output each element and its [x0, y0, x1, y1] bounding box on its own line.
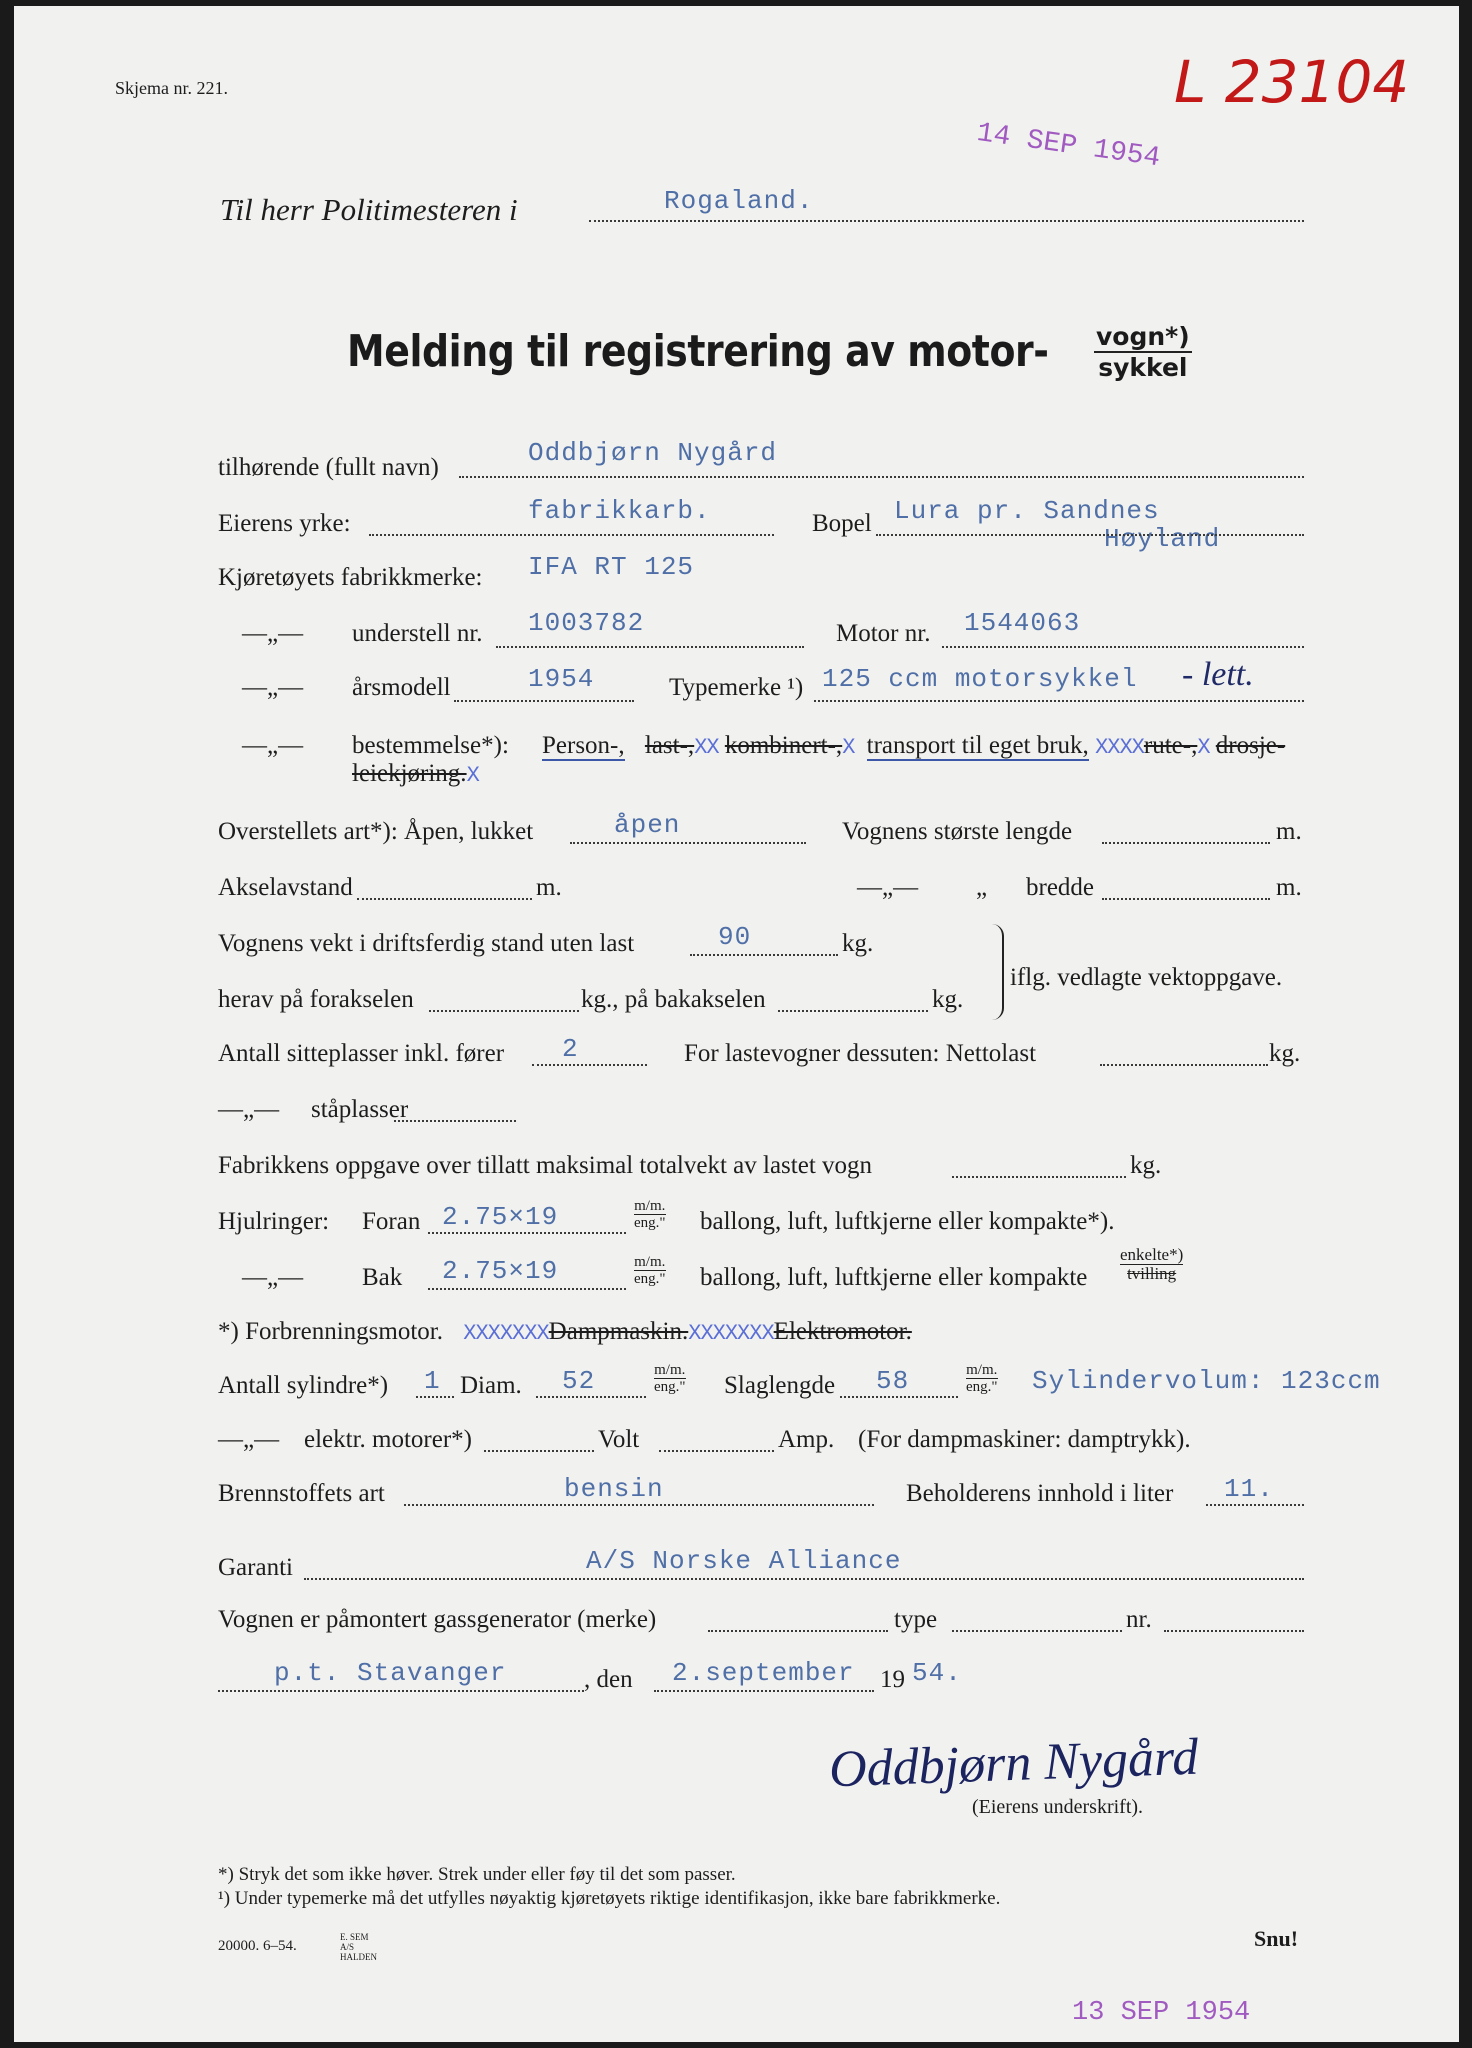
engine-electric: Elektromotor. [773, 1318, 912, 1345]
purpose-options-2: leiekjøring.X [352, 760, 479, 788]
weight-unit: kg. [842, 930, 874, 957]
type-label: Typemerke ¹) [669, 674, 804, 701]
ditto-mark: —„— [242, 1264, 304, 1291]
rear-axle-unit: kg. [932, 986, 964, 1013]
tank-label: Beholderens innhold i liter [906, 1480, 1174, 1507]
tyres-front-label: Foran [362, 1208, 421, 1235]
addressee-label: Til herr Politimesteren i [220, 192, 518, 227]
received-date-stamp: 14 SEP 1954 [974, 118, 1163, 175]
engine-steam: Dampmaskin. [548, 1318, 689, 1345]
year-label: årsmodell [352, 674, 451, 701]
weight-label: Vognens vekt i driftsferdig stand uten last [218, 930, 635, 957]
signature-caption: (Eierens underskrift). [972, 1796, 1144, 1818]
length-unit: m. [1276, 818, 1302, 845]
electric-label: elektr. motorer*) [304, 1426, 472, 1453]
fuel-label: Brennstoffets art [218, 1480, 385, 1507]
cylinders-line [416, 1396, 454, 1398]
rear-axle-line [778, 1010, 928, 1012]
date-value: 2.september [672, 1658, 855, 1688]
purpose-last: last-, [644, 732, 695, 759]
title-fraction [1094, 322, 1192, 382]
unit-mm: m/m. [634, 1254, 666, 1270]
footnote-star: *) Stryk det som ikke høver. Strek under eller føy til det som passer. [218, 1864, 736, 1885]
diam-line [536, 1396, 646, 1398]
date-line [654, 1690, 874, 1692]
seats-label: Antall sitteplasser inkl. fører [218, 1040, 505, 1067]
wheelbase-label: Akselavstand [218, 874, 353, 901]
gas-type-line [952, 1630, 1122, 1632]
length-line [1102, 842, 1270, 844]
weight-line [690, 954, 838, 956]
occupation-line [369, 534, 774, 536]
ditto-mark: —„— [218, 1426, 280, 1453]
seats-value: 2 [562, 1034, 579, 1064]
chassis-value: 1003782 [528, 608, 645, 638]
standing-line [394, 1120, 516, 1122]
registration-form-page [14, 6, 1459, 2042]
year-value: 1954 [528, 664, 595, 694]
front-axle-label: herav på forakselen [218, 986, 414, 1013]
max-weight-unit: kg. [1130, 1152, 1162, 1179]
cylinders-value: 1 [424, 1366, 441, 1396]
ditto-mark: —„— [218, 1096, 280, 1123]
tyres-rear-unit [634, 1254, 666, 1287]
tyres-rear-types: ballong, luft, luftkjerne eller kompakte [700, 1264, 1088, 1291]
footnote-one: ¹) Under typemerke må det utfylles nøyaktig kjøretøyets riktige identifikasjon, ikke bare fabrikkmerke. [218, 1888, 1001, 1909]
tyre-single: enkelte*) [1120, 1245, 1184, 1264]
printer-mark: E. SEM A/S HALDEN [340, 1932, 377, 1962]
guarantee-label: Garanti [218, 1554, 293, 1581]
print-info: 20000. 6–54. [218, 1938, 297, 1954]
unit-eng: eng." [966, 1379, 998, 1395]
gas-nr-line [1164, 1630, 1304, 1632]
guarantee-line [304, 1578, 1304, 1580]
year-line [454, 700, 634, 702]
body-line [570, 842, 806, 844]
unit-eng: eng." [654, 1379, 686, 1395]
residence-line [876, 534, 1304, 536]
residence-value-2: Høyland [1104, 524, 1221, 554]
max-weight-label: Fabrikkens oppgave over tillatt maksimal totalvekt av lastet vogn [218, 1152, 873, 1179]
net-load-line [1100, 1064, 1268, 1066]
purpose-options: Person-, last-,XX kombinert-,X transport til eget bruk, XXXXrute-,X drosje- [542, 732, 1286, 760]
reference-number: L 23104 [1174, 48, 1410, 116]
title-sykkel: sykkel [1098, 353, 1188, 382]
gas-label: Vognen er påmontert gassgenerator (merke) [218, 1606, 657, 1633]
body-label: Overstellets art*): Åpen, lukket [218, 818, 534, 845]
type-line [814, 700, 1304, 702]
diam-label: Diam. [460, 1372, 522, 1399]
purpose-eget-bruk: transport til eget bruk, [866, 732, 1089, 759]
motor-value: 1544063 [964, 608, 1081, 638]
tyres-front-value: 2.75×19 [442, 1202, 559, 1232]
cylinders-label: Antall sylindre*) [218, 1372, 389, 1399]
tyres-front-types: ballong, luft, luftkjerne eller kompakte*). [700, 1208, 1115, 1235]
purpose-leiekjoring: leiekjøring. [352, 760, 467, 787]
owner-line [459, 476, 1304, 478]
purpose-kombinert: kombinert-, [724, 732, 843, 759]
type-value: 125 ccm motorsykkel [822, 664, 1138, 694]
ditto-mark: —„— [857, 874, 919, 901]
stroke-line [840, 1396, 958, 1398]
guarantee-value: A/S Norske Alliance [586, 1546, 902, 1576]
length-label: Vognens største lengde [842, 818, 1073, 845]
wheelbase-unit: m. [536, 874, 562, 901]
tyre-double: tvilling [1127, 1264, 1177, 1283]
width-label: bredde [1026, 874, 1095, 901]
form-title: Melding til registrering av motor- [347, 326, 1049, 377]
make-label: Kjøretøyets fabrikkmerke: [218, 564, 483, 591]
purpose-person: Person-, [542, 732, 625, 759]
diam-unit [654, 1362, 686, 1395]
year-suffix: 54. [912, 1658, 962, 1688]
owner-signature: Oddbjørn Nygård [828, 1728, 1200, 1799]
residence-value: Lura pr. Sandnes [894, 496, 1160, 526]
tyres-rear-label: Bak [362, 1264, 403, 1291]
standing-label: ståplasser [311, 1096, 409, 1123]
volt-line [659, 1450, 774, 1452]
owner-value: Oddbjørn Nygård [528, 438, 778, 468]
unit-mm: m/m. [634, 1198, 666, 1214]
cylinder-volume: Sylindervolum: 123ccm [1032, 1366, 1381, 1396]
chassis-label: understell nr. [352, 620, 483, 647]
net-load-unit: kg. [1269, 1040, 1301, 1067]
gas-line [708, 1630, 888, 1632]
tank-line [1206, 1504, 1304, 1506]
addressee-line [589, 220, 1304, 222]
motor-label: Motor nr. [836, 620, 931, 647]
make-value: IFA RT 125 [528, 552, 695, 582]
weight-note: iflg. vedlagte vektoppgave. [1010, 964, 1283, 991]
seats-line [532, 1064, 647, 1066]
title-vogn: vogn*) [1096, 322, 1190, 351]
chassis-line [496, 646, 804, 648]
ditto-mark: —„— [242, 620, 304, 647]
tyres-rear-line [428, 1288, 626, 1290]
weight-value: 90 [718, 922, 752, 952]
schema-number: Skjema nr. 221. [115, 78, 228, 98]
weight-brace [988, 924, 1004, 1020]
amp-label: Amp. [778, 1426, 835, 1453]
stroke-value: 58 [876, 1366, 910, 1396]
gas-nr-label: nr. [1126, 1606, 1152, 1633]
date-label: , den [584, 1666, 633, 1693]
purpose-rute: rute-, [1143, 732, 1198, 759]
occupation-value: fabrikkarb. [528, 496, 711, 526]
front-axle-line [429, 1010, 579, 1012]
fuel-line [404, 1504, 874, 1506]
width-unit: m. [1276, 874, 1302, 901]
electric-line [484, 1450, 594, 1452]
tyres-front-line [428, 1232, 626, 1234]
stroke-label: Slaglengde [724, 1372, 836, 1399]
steam-label: (For dampmaskiner: damptrykk). [858, 1426, 1191, 1453]
year-prefix: 19 [880, 1666, 905, 1693]
engine-types: *) Forbrenningsmotor. XXXXXXXDampmaskin.XXXXXXXElektromotor. [218, 1318, 912, 1346]
residence-label: Bopel [812, 510, 872, 537]
rear-axle-label: kg., på bakakselen [581, 986, 766, 1013]
ditto-quote: „ [976, 874, 988, 901]
fuel-value: bensin [564, 1474, 664, 1504]
unit-mm: m/m. [966, 1362, 998, 1378]
tyres-single-double [1120, 1246, 1183, 1283]
motor-line [942, 646, 1304, 648]
addressee-value: Rogaland. [664, 186, 814, 216]
bottom-date-stamp: 13 SEP 1954 [1072, 1998, 1251, 2028]
tyres-label: Hjulringer: [218, 1208, 330, 1235]
stroke-unit [966, 1362, 998, 1395]
body-value: åpen [614, 810, 681, 840]
tyres-rear-value: 2.75×19 [442, 1256, 559, 1286]
owner-label: tilhørende (fullt navn) [218, 454, 439, 481]
ditto-mark: —„— [242, 674, 304, 701]
wheelbase-line [357, 898, 532, 900]
tank-value: 11. [1224, 1474, 1274, 1504]
type-handwritten-note: - lett. [1182, 656, 1254, 693]
purpose-drosje: drosje- [1215, 732, 1286, 759]
width-line [1102, 898, 1270, 900]
turn-over-note: Snu! [1254, 1926, 1299, 1951]
tyres-front-unit [634, 1198, 666, 1231]
place-line [218, 1690, 584, 1692]
max-weight-line [952, 1176, 1126, 1178]
unit-eng: eng." [634, 1271, 666, 1287]
engine-combustion: *) Forbrenningsmotor. [218, 1318, 443, 1345]
unit-eng: eng." [634, 1215, 666, 1231]
occupation-label: Eierens yrke: [218, 510, 351, 537]
volt-label: Volt [598, 1426, 640, 1453]
ditto-mark: —„— [242, 732, 304, 759]
place-value: p.t. Stavanger [274, 1658, 507, 1688]
unit-mm: m/m. [654, 1362, 686, 1378]
purpose-label: bestemmelse*): [352, 732, 509, 759]
diam-value: 52 [562, 1366, 596, 1396]
lorry-label: For lastevogner dessuten: Nettolast [684, 1040, 1037, 1067]
gas-type-label: type [894, 1606, 938, 1633]
